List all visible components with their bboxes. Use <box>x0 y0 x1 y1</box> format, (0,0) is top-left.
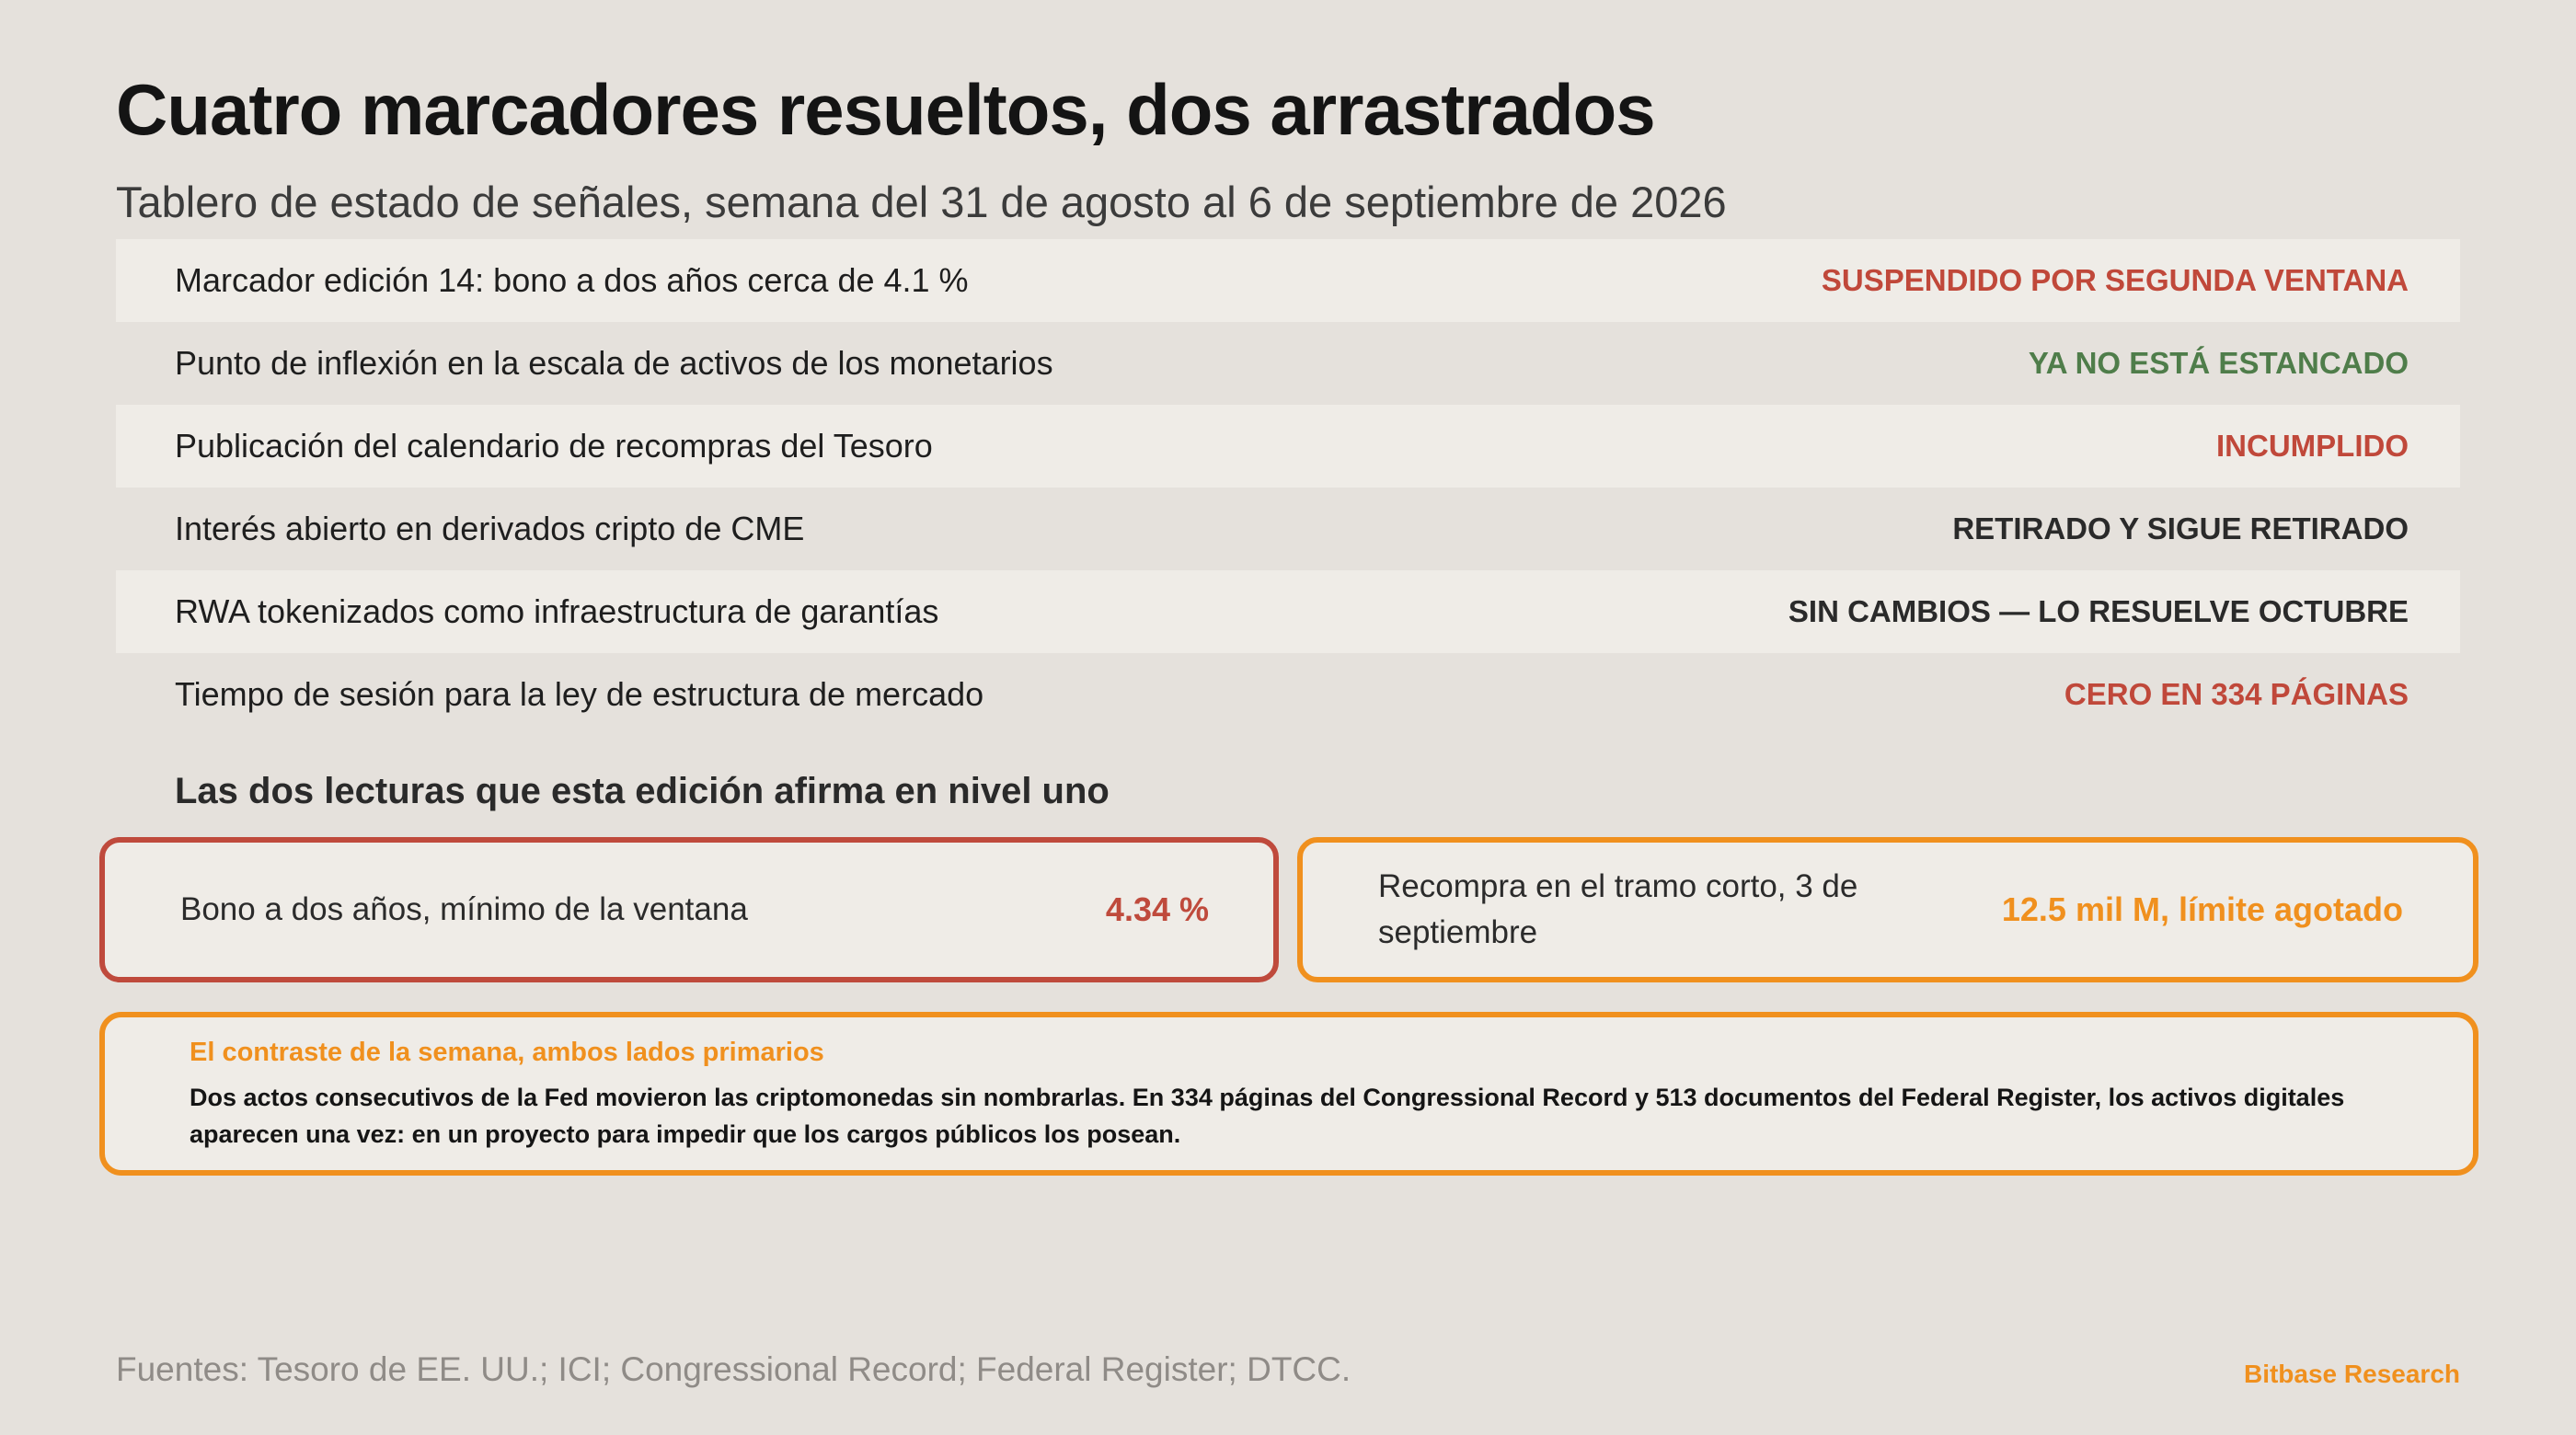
signal-row <box>116 653 2460 736</box>
signal-row <box>116 570 2460 653</box>
sources-note: Fuentes: Tesoro de EE. UU.; ICI; Congressional Record; Federal Register; DTCC. <box>116 1350 1351 1388</box>
reading-card-buyback <box>1297 837 2478 982</box>
signal-status: SUSPENDIDO POR SEGUNDA VENTANA <box>1821 263 2409 297</box>
signal-status: YA NO ESTÁ ESTANCADO <box>2028 346 2409 380</box>
page-title: Cuatro marcadores resueltos, dos arrastrados <box>116 69 1655 150</box>
signal-status: CERO EN 334 PÁGINAS <box>2064 677 2409 711</box>
card-label: Bono a dos años, mínimo de la ventana <box>180 891 748 927</box>
callout-title: El contraste de la semana, ambos lados primarios <box>190 1038 824 1067</box>
reading-card-bond <box>99 837 1279 982</box>
page-subtitle: Tablero de estado de señales, semana del 31 de agosto al 6 de septiembre de 2026 <box>116 178 1727 226</box>
section-heading: Las dos lecturas que esta edición afirma en nivel uno <box>175 771 1110 811</box>
signal-label: Punto de inflexión en la escala de activos de los monetarios <box>175 344 1053 382</box>
signal-status: RETIRADO Y SIGUE RETIRADO <box>1952 511 2409 545</box>
signal-row <box>116 405 2460 488</box>
signal-label: Marcador edición 14: bono a dos años cerca de 4.1 % <box>175 261 969 299</box>
card-value: 12.5 mil M, límite agotado <box>2001 890 2403 928</box>
signal-label: Interés abierto en derivados cripto de CME <box>175 510 805 547</box>
signal-label: Publicación del calendario de recompras del Tesoro <box>175 427 933 465</box>
contrast-callout <box>99 1012 2478 1176</box>
signal-table <box>116 239 2460 736</box>
signal-status: SIN CAMBIOS — LO RESUELVE OCTUBRE <box>1788 594 2409 628</box>
signal-label: Tiempo de sesión para la ley de estructura de mercado <box>175 675 984 713</box>
card-label: Recompra en el tramo corto, 3 de septiembre <box>1378 868 1858 950</box>
signal-label: RWA tokenizados como infraestructura de garantías <box>175 592 939 630</box>
signal-row <box>116 322 2460 405</box>
signal-row <box>116 488 2460 570</box>
card-value: 4.34 % <box>1105 890 1209 928</box>
signal-row <box>116 239 2460 322</box>
signal-status: INCUMPLIDO <box>2216 429 2409 463</box>
callout-body: Dos actos consecutivos de la Fed movieron las criptomonedas sin nombrarlas. En 334 páginas del Congressional Record y 513 documentos del Federal Register, los activos digitales aparecen una vez: en un proyecto para impedir que los cargos públicos los posean. <box>190 1084 2345 1148</box>
brand-label: Bitbase Research <box>2243 1360 2460 1388</box>
